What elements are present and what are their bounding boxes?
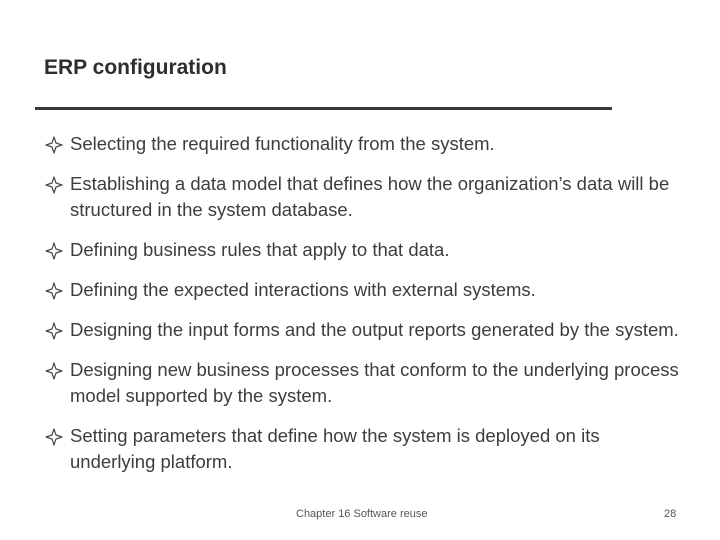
footer-page-number: 28 (664, 508, 677, 520)
bullet-item (44, 357, 684, 409)
bullet-text: Designing the input forms and the output reports generated by the system. (70, 319, 679, 340)
four-point-star-outline-icon (44, 131, 64, 157)
four-point-star-outline-icon (44, 317, 64, 343)
slide-title: ERP configuration (44, 56, 227, 79)
bullet-text: Establishing a data model that defines how the organization’s data will be structured in the system database. (70, 173, 670, 220)
bullet-item (44, 171, 684, 223)
footer-chapter-label: Chapter 16 Software reuse (296, 508, 428, 520)
bullet-item (44, 237, 684, 263)
bullet-text: Selecting the required functionality from the system. (70, 133, 495, 154)
bullet-text: Defining business rules that apply to that data. (70, 239, 450, 260)
bullet-text: Designing new business processes that conform to the underlying process model supported by the system. (70, 359, 679, 406)
four-point-star-outline-icon (44, 423, 64, 449)
four-point-star-outline-icon (44, 171, 64, 197)
bullet-item (44, 277, 684, 303)
bullet-text: Setting parameters that define how the system is deployed on its underlying platform. (70, 425, 600, 472)
bullet-item (44, 131, 684, 157)
bullet-item (44, 317, 684, 343)
four-point-star-outline-icon (44, 237, 64, 263)
bullet-list (44, 131, 684, 475)
four-point-star-outline-icon (44, 357, 64, 383)
bullet-item (44, 423, 684, 475)
bullet-text: Defining the expected interactions with external systems. (70, 279, 536, 300)
title-divider (35, 107, 612, 110)
four-point-star-outline-icon (44, 277, 64, 303)
